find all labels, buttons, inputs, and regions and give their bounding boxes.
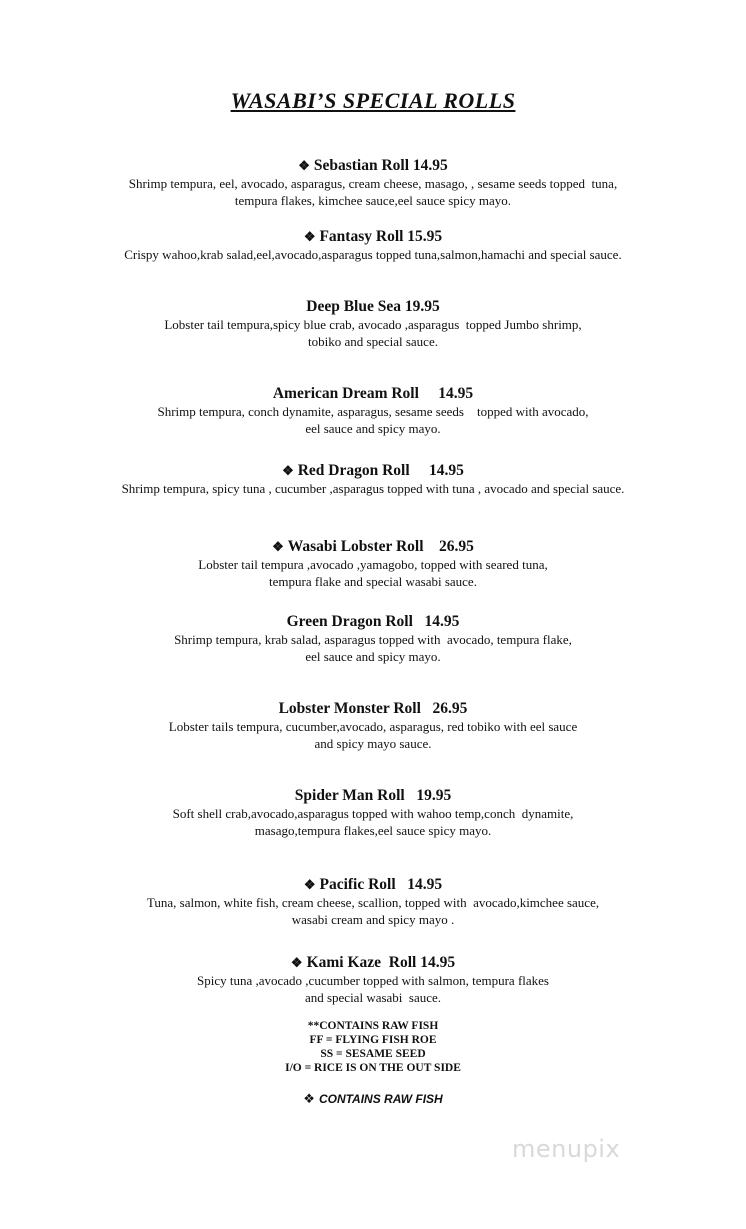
menu-item-description: and spicy mayo sauce. (314, 735, 432, 751)
menu-item-description: tobiko and special sauce. (308, 333, 438, 349)
menu-item-description: tempura flake and special wasabi sauce. (269, 573, 477, 589)
menu-item-name: Fantasy Roll 15.95 (319, 228, 443, 245)
menu-item (0, 953, 746, 1006)
menu-item-description: eel sauce and spicy mayo. (305, 420, 441, 436)
menu-item-name: Spider Man Roll 19.95 (294, 787, 452, 804)
menu-item-description: tempura flakes, kimchee sauce,eel sauce spicy mayo. (234, 192, 512, 208)
note-sesame-seed: SS = SESAME SEED (320, 1048, 426, 1060)
bullet-icon: ❖ (303, 877, 316, 892)
menu-item (0, 537, 746, 590)
menu-item (0, 297, 746, 350)
menu-item (0, 384, 746, 437)
menu-item-description: Lobster tails tempura, cucumber,avocado, asparagus, red tobiko with eel sauce (168, 719, 578, 734)
menu-item-title (0, 297, 746, 316)
menu-item-title (0, 612, 746, 631)
menu-item-description: Lobster tail tempura ,avocado ,yamagobo, topped with seared tuna, (198, 557, 548, 572)
menu-item-description: masago,tempura flakes,eel sauce spicy mayo. (254, 822, 492, 838)
menu-item-description: wasabi cream and spicy mayo . (291, 911, 455, 927)
menu-item-description: Spicy tuna ,avocado ,cucumber topped with salmon, tempura flakes (197, 973, 549, 988)
menu-item-name: Pacific Roll 14.95 (319, 876, 443, 893)
menu-item-name: Red Dragon Roll 14.95 (297, 462, 464, 479)
menu-item (0, 699, 746, 752)
menu-item-description: Tuna, salmon, white fish, cream cheese, scallion, topped with avocado,kimchee sauce, (146, 895, 600, 910)
menu-item (0, 227, 746, 264)
menu-item-title (0, 953, 746, 972)
bullet-icon: ❖ (290, 955, 303, 970)
bullet-icon: ❖ (298, 158, 310, 173)
menu-item-description: Soft shell crab,avocado,asparagus topped with wahoo temp,conch dynamite, (172, 806, 574, 821)
bullet-icon: ❖ (303, 229, 316, 244)
notes (0, 1019, 746, 1075)
menu-item-name: Wasabi Lobster Roll 26.95 (287, 538, 474, 555)
menu-item-description: Crispy wahoo,krab salad,eel,avocado,asparagus topped tuna,salmon,hamachi and special sauce. (124, 247, 622, 262)
menu-item-title (0, 156, 746, 175)
menu-item-title (0, 384, 746, 403)
note-flying-fish-roe: FF = FLYING FISH ROE (309, 1034, 437, 1046)
menu-item-name: Deep Blue Sea 19.95 (306, 298, 440, 315)
menu-item (0, 875, 746, 928)
menu-item-title (0, 875, 746, 894)
menu-item-name: Green Dragon Roll 14.95 (286, 613, 460, 630)
menu-item (0, 612, 746, 665)
bullet-icon: ❖ (303, 1091, 315, 1106)
legend-text: CONTAINS RAW FISH (318, 1092, 443, 1106)
legend (0, 1091, 746, 1107)
note-raw-fish: **CONTAINS RAW FISH (307, 1020, 439, 1032)
menu-item-description: Shrimp tempura, eel, avocado, asparagus, cream cheese, masago, , sesame seeds topped tuna, (128, 176, 618, 191)
menu-item-name: Sebastian Roll 14.95 (313, 157, 448, 174)
menu-item-description: Shrimp tempura, conch dynamite, asparagus, sesame seeds topped with avocado, (157, 404, 589, 419)
watermark-logo: menupix (512, 1135, 621, 1163)
menu-item-name: Lobster Monster Roll 26.95 (278, 700, 468, 717)
menu-item (0, 786, 746, 839)
menu-item-description: Shrimp tempura, krab salad, asparagus topped with avocado, tempura flake, (174, 632, 572, 647)
menu-item-description: eel sauce and spicy mayo. (305, 648, 441, 664)
menu-item-title (0, 461, 746, 480)
page-title: WASABI’S SPECIAL ROLLS (230, 88, 516, 113)
menu-item-description: Lobster tail tempura,spicy blue crab, avocado ,asparagus topped Jumbo shrimp, (164, 317, 582, 332)
menu-item-title (0, 537, 746, 556)
menu-item-name: American Dream Roll 14.95 (272, 385, 474, 402)
menu-item (0, 156, 746, 209)
bullet-icon: ❖ (282, 463, 294, 478)
menu-item-name: Kami Kaze Roll 14.95 (306, 954, 456, 971)
menu-item (0, 461, 746, 498)
note-rice-outside: I/O = RICE IS ON THE OUT SIDE (285, 1062, 461, 1074)
bullet-icon: ❖ (272, 539, 284, 554)
menu-item-title (0, 699, 746, 718)
menu-item-title (0, 786, 746, 805)
menu-item-description: and special wasabi sauce. (304, 989, 442, 1005)
menu-item-title (0, 227, 746, 246)
menu-item-description: Shrimp tempura, spicy tuna , cucumber ,asparagus topped with tuna , avocado and special sauce. (121, 481, 625, 496)
